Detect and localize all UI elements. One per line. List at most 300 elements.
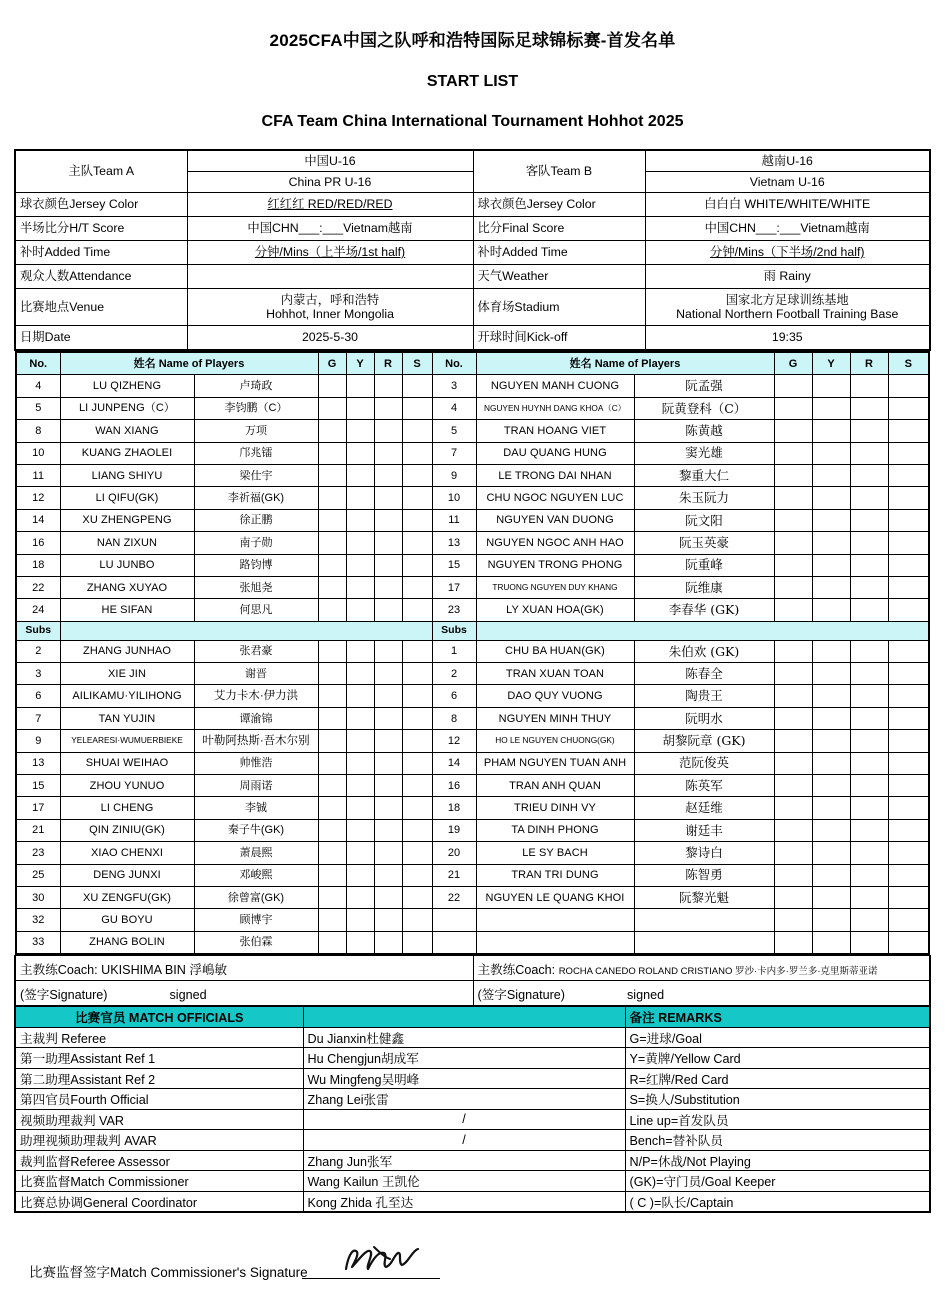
table-row xyxy=(16,509,929,531)
red-card-cell[interactable] xyxy=(374,707,402,729)
yellow-card-cell[interactable] xyxy=(346,375,374,397)
player-name-en: NGUYEN MINH THUY xyxy=(476,707,634,729)
goal-cell[interactable] xyxy=(774,663,812,685)
red-card-cell[interactable] xyxy=(850,663,888,685)
team-b-name-en: Vietnam U-16 xyxy=(645,172,930,193)
col-header-g-a: G xyxy=(318,352,346,375)
goal-cell[interactable] xyxy=(318,640,346,662)
goal-cell[interactable] xyxy=(318,599,346,621)
yellow-card-cell[interactable] xyxy=(346,576,374,598)
substitution-cell[interactable] xyxy=(888,886,929,908)
player-number: 33 xyxy=(16,931,60,954)
goal-cell[interactable] xyxy=(774,554,812,576)
player-name-cn: 陈春全 xyxy=(634,663,774,685)
goal-cell[interactable] xyxy=(318,442,346,464)
goal-cell[interactable] xyxy=(774,886,812,908)
yellow-card-cell[interactable] xyxy=(812,931,850,954)
substitution-cell[interactable] xyxy=(402,842,432,864)
yellow-card-cell[interactable] xyxy=(812,464,850,486)
red-card-cell[interactable] xyxy=(850,707,888,729)
goal-cell[interactable] xyxy=(774,487,812,509)
yellow-card-cell[interactable] xyxy=(346,685,374,707)
red-card-cell[interactable] xyxy=(374,442,402,464)
goal-cell[interactable] xyxy=(318,576,346,598)
official-name: / xyxy=(303,1109,625,1130)
substitution-cell[interactable] xyxy=(888,730,929,752)
goal-cell[interactable] xyxy=(774,752,812,774)
red-card-cell[interactable] xyxy=(374,842,402,864)
remark-text: ( C )=队长/Captain xyxy=(625,1191,930,1212)
player-name-cn: 徐正鹏 xyxy=(194,509,318,531)
red-card-cell[interactable] xyxy=(850,487,888,509)
goal-cell[interactable] xyxy=(774,599,812,621)
red-card-cell[interactable] xyxy=(850,640,888,662)
substitution-cell[interactable] xyxy=(402,464,432,486)
goal-cell[interactable] xyxy=(318,842,346,864)
official-role: 裁判监督Referee Assessor xyxy=(15,1150,303,1171)
player-number: 16 xyxy=(432,775,476,797)
officials-header-middle xyxy=(303,1007,625,1028)
subs-label-a: Subs xyxy=(16,621,60,640)
yellow-card-cell[interactable] xyxy=(346,864,374,886)
yellow-card-cell[interactable] xyxy=(346,599,374,621)
goal-cell[interactable] xyxy=(774,931,812,954)
added-time-2h-label: 补时Added Time xyxy=(473,241,645,265)
yellow-card-cell[interactable] xyxy=(812,909,850,931)
player-name-en: ZHANG BOLIN xyxy=(60,931,194,954)
official-role: 助理视频助理裁判 AVAR xyxy=(15,1130,303,1151)
player-name-en: XU ZHENGPENG xyxy=(60,509,194,531)
red-card-cell[interactable] xyxy=(374,886,402,908)
goal-cell[interactable] xyxy=(774,420,812,442)
red-card-cell[interactable] xyxy=(850,752,888,774)
attendance-label: 观众人数Attendance xyxy=(15,265,187,289)
remark-text: (GK)=守门员/Goal Keeper xyxy=(625,1171,930,1192)
player-name-cn: 张君豪 xyxy=(194,640,318,662)
red-card-cell[interactable] xyxy=(850,842,888,864)
player-name-en: WAN XIANG xyxy=(60,420,194,442)
player-number: 23 xyxy=(432,599,476,621)
goal-cell[interactable] xyxy=(774,707,812,729)
yellow-card-cell[interactable] xyxy=(346,842,374,864)
red-card-cell[interactable] xyxy=(850,576,888,598)
substitution-cell[interactable] xyxy=(888,599,929,621)
red-card-cell[interactable] xyxy=(850,864,888,886)
red-card-cell[interactable] xyxy=(374,532,402,554)
coach-b-signature-label: (签字Signature) xyxy=(477,987,565,1002)
goal-cell[interactable] xyxy=(774,576,812,598)
substitution-cell[interactable] xyxy=(402,864,432,886)
player-number: 14 xyxy=(16,509,60,531)
goal-cell[interactable] xyxy=(774,730,812,752)
roster-table xyxy=(15,351,930,955)
red-card-cell[interactable] xyxy=(374,509,402,531)
red-card-cell[interactable] xyxy=(850,909,888,931)
official-role: 第一助理Assistant Ref 1 xyxy=(15,1048,303,1069)
player-name-cn: 路钧博 xyxy=(194,554,318,576)
added-time-2h-value: 分钟/Mins（下半场/2nd half) xyxy=(645,241,930,265)
substitution-cell[interactable] xyxy=(888,685,929,707)
red-card-cell[interactable] xyxy=(850,442,888,464)
yellow-card-cell[interactable] xyxy=(812,842,850,864)
goal-cell[interactable] xyxy=(318,909,346,931)
player-name-cn: 阮黄登科（C） xyxy=(634,397,774,419)
col-header-no-a: No. xyxy=(16,352,60,375)
yellow-card-cell[interactable] xyxy=(812,509,850,531)
team-a-name-cn: 中国U-16 xyxy=(187,150,473,172)
substitution-cell[interactable] xyxy=(402,442,432,464)
yellow-card-cell[interactable] xyxy=(346,707,374,729)
substitution-cell[interactable] xyxy=(888,775,929,797)
substitution-cell[interactable] xyxy=(402,599,432,621)
substitution-cell[interactable] xyxy=(402,819,432,841)
substitution-cell[interactable] xyxy=(888,797,929,819)
substitution-cell[interactable] xyxy=(888,375,929,397)
yellow-card-cell[interactable] xyxy=(812,886,850,908)
red-card-cell[interactable] xyxy=(374,599,402,621)
red-card-cell[interactable] xyxy=(850,775,888,797)
yellow-card-cell[interactable] xyxy=(812,640,850,662)
commissioner-signature-label: 比赛监督签字Match Commissioner's Signature xyxy=(29,1265,308,1281)
substitution-cell[interactable] xyxy=(888,909,929,931)
player-name-cn: 胡黎阮章 (GK) xyxy=(634,730,774,752)
substitution-cell[interactable] xyxy=(888,420,929,442)
player-name-en: NGUYEN MANH CUONG xyxy=(476,375,634,397)
red-card-cell[interactable] xyxy=(850,886,888,908)
coach-a-signature-row xyxy=(15,981,473,1006)
yellow-card-cell[interactable] xyxy=(346,397,374,419)
yellow-card-cell[interactable] xyxy=(812,420,850,442)
yellow-card-cell[interactable] xyxy=(812,599,850,621)
goal-cell[interactable] xyxy=(774,509,812,531)
goal-cell[interactable] xyxy=(774,442,812,464)
yellow-card-cell[interactable] xyxy=(346,886,374,908)
player-number: 21 xyxy=(16,819,60,841)
substitution-cell[interactable] xyxy=(888,442,929,464)
player-name-cn: 朱伯欢 (GK) xyxy=(634,640,774,662)
substitution-cell[interactable] xyxy=(402,797,432,819)
goal-cell[interactable] xyxy=(774,685,812,707)
yellow-card-cell[interactable] xyxy=(346,464,374,486)
red-card-cell[interactable] xyxy=(850,730,888,752)
substitution-cell[interactable] xyxy=(402,375,432,397)
red-card-cell[interactable] xyxy=(374,775,402,797)
yellow-card-cell[interactable] xyxy=(346,640,374,662)
yellow-card-cell[interactable] xyxy=(812,707,850,729)
player-name-cn: 窦光雄 xyxy=(634,442,774,464)
official-name: Zhang Jun张军 xyxy=(303,1150,625,1171)
official-name: Kong Zhida 孔至达 xyxy=(303,1191,625,1212)
yellow-card-cell[interactable] xyxy=(812,663,850,685)
player-name-cn: 秦子牛(GK) xyxy=(194,819,318,841)
red-card-cell[interactable] xyxy=(850,464,888,486)
page-title-en: CFA Team China International Tournament Hohhot 2025 xyxy=(261,113,684,130)
table-row xyxy=(16,775,929,797)
substitution-cell[interactable] xyxy=(402,640,432,662)
substitution-cell[interactable] xyxy=(888,663,929,685)
officials-row xyxy=(15,1191,930,1212)
page-title-start-list: START LIST xyxy=(426,73,519,90)
goal-cell[interactable] xyxy=(774,864,812,886)
player-name-en: XIE JIN xyxy=(60,663,194,685)
col-header-r-a: R xyxy=(374,352,402,375)
goal-cell[interactable] xyxy=(318,864,346,886)
player-number: 11 xyxy=(432,509,476,531)
player-name-en: LU QIZHENG xyxy=(60,375,194,397)
player-name-cn: 黎诗白 xyxy=(634,842,774,864)
table-row xyxy=(16,864,929,886)
red-card-cell[interactable] xyxy=(850,599,888,621)
goal-cell[interactable] xyxy=(774,375,812,397)
substitution-cell[interactable] xyxy=(888,487,929,509)
substitution-cell[interactable] xyxy=(888,576,929,598)
player-number: 18 xyxy=(432,797,476,819)
red-card-cell[interactable] xyxy=(374,730,402,752)
table-row xyxy=(16,397,929,419)
remark-text: N/P=休战/Not Playing xyxy=(625,1150,930,1171)
goal-cell[interactable] xyxy=(318,752,346,774)
goal-cell[interactable] xyxy=(318,375,346,397)
player-name-cn: 邝兆镭 xyxy=(194,442,318,464)
substitution-cell[interactable] xyxy=(888,752,929,774)
yellow-card-cell[interactable] xyxy=(812,730,850,752)
goal-cell[interactable] xyxy=(318,554,346,576)
substitution-cell[interactable] xyxy=(402,752,432,774)
goal-cell[interactable] xyxy=(318,532,346,554)
player-number: 15 xyxy=(16,775,60,797)
goal-cell[interactable] xyxy=(318,420,346,442)
red-card-cell[interactable] xyxy=(374,576,402,598)
player-number: 17 xyxy=(16,797,60,819)
player-name-cn: 南子勋 xyxy=(194,532,318,554)
player-name-cn: 朱玉阮力 xyxy=(634,487,774,509)
red-card-cell[interactable] xyxy=(374,397,402,419)
player-name-cn: 阮维康 xyxy=(634,576,774,598)
red-card-cell[interactable] xyxy=(850,420,888,442)
red-card-cell[interactable] xyxy=(850,509,888,531)
weather-value: 雨 Rainy xyxy=(645,265,930,289)
yellow-card-cell[interactable] xyxy=(812,775,850,797)
player-number: 7 xyxy=(432,442,476,464)
substitution-cell[interactable] xyxy=(888,554,929,576)
goal-cell[interactable] xyxy=(774,819,812,841)
red-card-cell[interactable] xyxy=(850,931,888,954)
red-card-cell[interactable] xyxy=(374,819,402,841)
substitution-cell[interactable] xyxy=(402,775,432,797)
goal-cell[interactable] xyxy=(774,532,812,554)
player-number: 30 xyxy=(16,886,60,908)
red-card-cell[interactable] xyxy=(374,464,402,486)
substitution-cell[interactable] xyxy=(888,640,929,662)
substitution-cell[interactable] xyxy=(888,509,929,531)
substitution-cell[interactable] xyxy=(402,663,432,685)
goal-cell[interactable] xyxy=(318,509,346,531)
substitution-cell[interactable] xyxy=(402,730,432,752)
yellow-card-cell[interactable] xyxy=(812,685,850,707)
red-card-cell[interactable] xyxy=(850,797,888,819)
venue-label: 比赛地点Venue xyxy=(15,289,187,326)
player-number: 10 xyxy=(16,442,60,464)
player-name-cn: 李铖 xyxy=(194,797,318,819)
ht-score-label: 半场比分H/T Score xyxy=(15,217,187,241)
goal-cell[interactable] xyxy=(774,464,812,486)
goal-cell[interactable] xyxy=(774,397,812,419)
yellow-card-cell[interactable] xyxy=(346,819,374,841)
weather-label: 天气Weather xyxy=(473,265,645,289)
substitution-cell[interactable] xyxy=(402,420,432,442)
substitution-cell[interactable] xyxy=(402,554,432,576)
substitution-cell[interactable] xyxy=(888,707,929,729)
substitution-cell[interactable] xyxy=(402,397,432,419)
goal-cell[interactable] xyxy=(774,909,812,931)
goal-cell[interactable] xyxy=(774,640,812,662)
yellow-card-cell[interactable] xyxy=(346,752,374,774)
yellow-card-cell[interactable] xyxy=(346,797,374,819)
yellow-card-cell[interactable] xyxy=(812,532,850,554)
yellow-card-cell[interactable] xyxy=(346,509,374,531)
red-card-cell[interactable] xyxy=(374,420,402,442)
yellow-card-cell[interactable] xyxy=(346,554,374,576)
official-name: Wu Mingfeng吴明峰 xyxy=(303,1068,625,1089)
substitution-cell[interactable] xyxy=(402,487,432,509)
substitution-cell[interactable] xyxy=(888,842,929,864)
player-name-en: TAN YUJIN xyxy=(60,707,194,729)
player-name-en: LI JUNPENG（C） xyxy=(60,397,194,419)
yellow-card-cell[interactable] xyxy=(346,775,374,797)
substitution-cell[interactable] xyxy=(888,931,929,954)
goal-cell[interactable] xyxy=(774,775,812,797)
red-card-cell[interactable] xyxy=(374,640,402,662)
player-number: 2 xyxy=(16,640,60,662)
handwritten-signature-icon xyxy=(340,1239,430,1279)
red-card-cell[interactable] xyxy=(850,532,888,554)
goal-cell[interactable] xyxy=(318,775,346,797)
substitution-cell[interactable] xyxy=(888,464,929,486)
goal-cell[interactable] xyxy=(318,707,346,729)
substitution-cell[interactable] xyxy=(402,509,432,531)
red-card-cell[interactable] xyxy=(374,487,402,509)
substitution-cell[interactable] xyxy=(888,397,929,419)
player-number: 6 xyxy=(16,685,60,707)
yellow-card-cell[interactable] xyxy=(346,487,374,509)
red-card-cell[interactable] xyxy=(850,375,888,397)
yellow-card-cell[interactable] xyxy=(812,397,850,419)
goal-cell[interactable] xyxy=(318,685,346,707)
substitution-cell[interactable] xyxy=(888,532,929,554)
table-row xyxy=(16,797,929,819)
title-block xyxy=(0,0,945,131)
yellow-card-cell[interactable] xyxy=(812,797,850,819)
substitution-cell[interactable] xyxy=(402,685,432,707)
red-card-cell[interactable] xyxy=(374,797,402,819)
subs-separator-row xyxy=(16,621,929,640)
red-card-cell[interactable] xyxy=(374,554,402,576)
player-name-cn: 邓峻熙 xyxy=(194,864,318,886)
yellow-card-cell[interactable] xyxy=(346,420,374,442)
remark-text: Bench=替补队员 xyxy=(625,1130,930,1151)
yellow-card-cell[interactable] xyxy=(812,576,850,598)
player-number: 16 xyxy=(16,532,60,554)
red-card-cell[interactable] xyxy=(374,931,402,954)
red-card-cell[interactable] xyxy=(374,909,402,931)
goal-cell[interactable] xyxy=(318,797,346,819)
substitution-cell[interactable] xyxy=(402,909,432,931)
red-card-cell[interactable] xyxy=(374,752,402,774)
yellow-card-cell[interactable] xyxy=(346,931,374,954)
yellow-card-cell[interactable] xyxy=(812,752,850,774)
red-card-cell[interactable] xyxy=(850,397,888,419)
substitution-cell[interactable] xyxy=(402,532,432,554)
substitution-cell[interactable] xyxy=(888,864,929,886)
yellow-card-cell[interactable] xyxy=(812,442,850,464)
player-number: 10 xyxy=(432,487,476,509)
stadium-label: 体育场Stadium xyxy=(473,289,645,326)
goal-cell[interactable] xyxy=(318,663,346,685)
goal-cell[interactable] xyxy=(318,464,346,486)
yellow-card-cell[interactable] xyxy=(812,487,850,509)
ht-score-value: 中国CHN___:___Vietnam越南 xyxy=(187,217,473,241)
yellow-card-cell[interactable] xyxy=(346,442,374,464)
venue-value-cn: 内蒙古，呼和浩特 xyxy=(280,292,380,307)
substitution-cell[interactable] xyxy=(402,576,432,598)
official-name: Du Jianxin杜健鑫 xyxy=(303,1027,625,1048)
yellow-card-cell[interactable] xyxy=(812,819,850,841)
player-number: 32 xyxy=(16,909,60,931)
yellow-card-cell[interactable] xyxy=(346,909,374,931)
table-row xyxy=(16,819,929,841)
yellow-card-cell[interactable] xyxy=(812,375,850,397)
red-card-cell[interactable] xyxy=(374,685,402,707)
goal-cell[interactable] xyxy=(318,819,346,841)
goal-cell[interactable] xyxy=(318,886,346,908)
player-name-en: LY XUAN HOA(GK) xyxy=(476,599,634,621)
goal-cell[interactable] xyxy=(318,931,346,954)
yellow-card-cell[interactable] xyxy=(346,532,374,554)
goal-cell[interactable] xyxy=(318,487,346,509)
substitution-cell[interactable] xyxy=(888,819,929,841)
final-score-label: 比分Final Score xyxy=(473,217,645,241)
added-time-1h-value: 分钟/Mins（上半场/1st half) xyxy=(187,241,473,265)
player-number: 22 xyxy=(16,576,60,598)
yellow-card-cell[interactable] xyxy=(812,554,850,576)
substitution-cell[interactable] xyxy=(402,931,432,954)
substitution-cell[interactable] xyxy=(402,886,432,908)
red-card-cell[interactable] xyxy=(850,554,888,576)
red-card-cell[interactable] xyxy=(374,864,402,886)
substitution-cell[interactable] xyxy=(402,707,432,729)
goal-cell[interactable] xyxy=(318,397,346,419)
goal-cell[interactable] xyxy=(774,797,812,819)
red-card-cell[interactable] xyxy=(850,819,888,841)
goal-cell[interactable] xyxy=(774,842,812,864)
goal-cell[interactable] xyxy=(318,730,346,752)
player-number: 22 xyxy=(432,886,476,908)
red-card-cell[interactable] xyxy=(850,685,888,707)
yellow-card-cell[interactable] xyxy=(812,864,850,886)
red-card-cell[interactable] xyxy=(374,375,402,397)
yellow-card-cell[interactable] xyxy=(346,730,374,752)
player-name-en: TA DINH PHONG xyxy=(476,819,634,841)
table-row xyxy=(16,752,929,774)
coach-b-prefix: 主教练Coach: xyxy=(477,962,556,977)
jersey-color-a-label: 球衣颜色Jersey Color xyxy=(15,193,187,217)
player-name-en: NGUYEN NGOC ANH HAO xyxy=(476,532,634,554)
red-card-cell[interactable] xyxy=(374,663,402,685)
jersey-color-a-value: 红红红 RED/RED/RED xyxy=(187,193,473,217)
player-name-cn: 萧晨熙 xyxy=(194,842,318,864)
player-number: 3 xyxy=(16,663,60,685)
yellow-card-cell[interactable] xyxy=(346,663,374,685)
